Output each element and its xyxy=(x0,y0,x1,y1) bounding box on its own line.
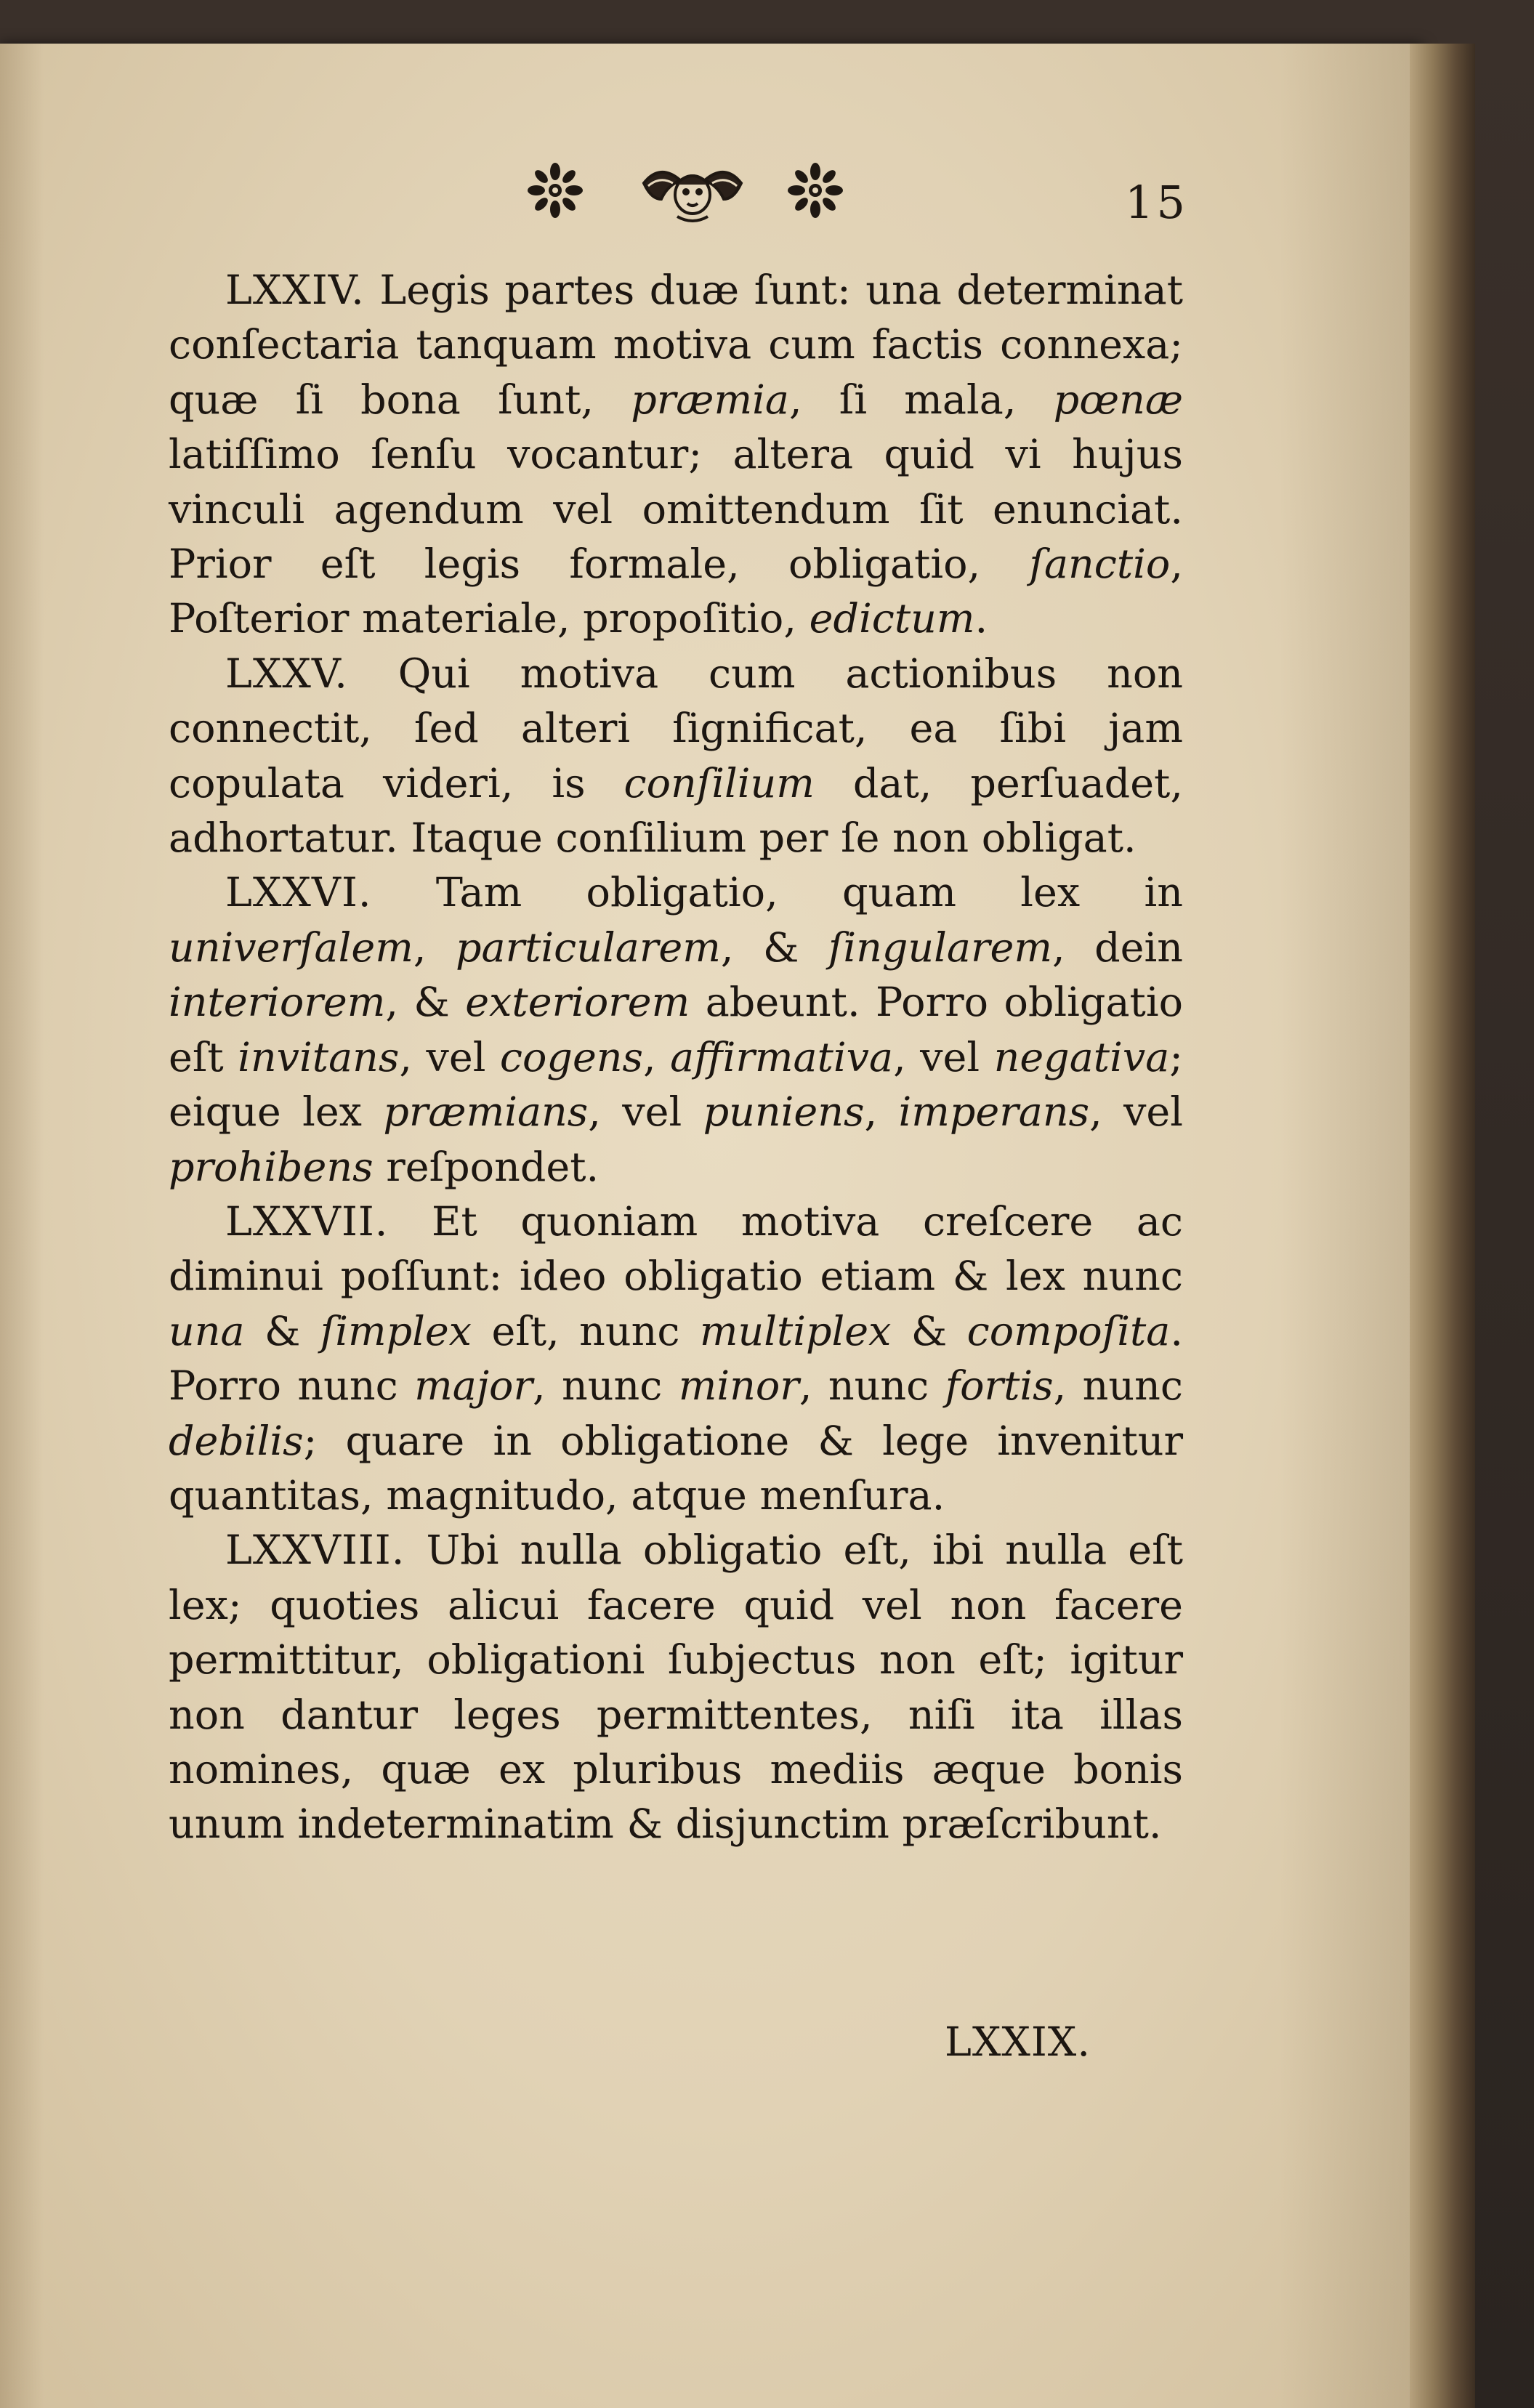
italic-term: cogens xyxy=(499,1033,644,1081)
text-run: , nunc xyxy=(1053,1362,1183,1410)
text-run: , Poſterior materiale, propoſitio, xyxy=(169,541,1183,643)
italic-term: debilis xyxy=(169,1417,304,1465)
page-gutter-shade xyxy=(1279,44,1424,2408)
text-run: reſpondet. xyxy=(373,1143,600,1191)
paragraph xyxy=(169,865,1183,1194)
italic-term: puniens xyxy=(703,1088,865,1136)
italic-term: invitans xyxy=(238,1033,400,1081)
italic-term: multiplex xyxy=(699,1307,892,1355)
text-run: , vel xyxy=(893,1033,994,1081)
text-run: , dein xyxy=(1052,924,1183,971)
asterisk-ornament-icon xyxy=(786,161,844,219)
italic-term: minor xyxy=(678,1362,799,1410)
text-run: , & xyxy=(385,979,466,1027)
paragraph xyxy=(169,263,1183,647)
text-run: Tam obligatio, quam lex in xyxy=(371,869,1183,917)
paragraph-number: LXXVI. xyxy=(225,869,372,917)
body-text xyxy=(169,263,1183,1852)
text-run: . xyxy=(974,595,988,643)
text-run: Legis partes duæ ſunt: una determinat conſectaria tanquam motiva cum factis connexa; quæ ſi bona ſunt, xyxy=(169,267,1183,424)
italic-term: ſimplex xyxy=(320,1307,472,1355)
paragraph-number: LXXVII. xyxy=(225,1197,389,1245)
page-left-edge xyxy=(0,44,44,2408)
cherub-head-ornament-icon xyxy=(638,161,747,227)
italic-term: præmians xyxy=(383,1088,589,1136)
paragraph-number: LXXV. xyxy=(225,650,348,698)
italic-term: ſanctio xyxy=(1029,541,1171,589)
italic-term: una xyxy=(169,1307,245,1355)
text-run: , nunc xyxy=(799,1362,945,1410)
paragraph xyxy=(169,1195,1183,1523)
text-run: , vel xyxy=(588,1088,703,1136)
text-run: Qui motiva cum actionibus non connectit, ſed alteri ſignificat, ea ſibi jam copulata videri, is xyxy=(169,650,1183,807)
italic-term: univerſalem xyxy=(169,924,413,971)
italic-term: pœnæ xyxy=(1053,376,1183,424)
text-run: ; quare in obligatione & lege invenitur quantitas, magnitudo, atque menſura. xyxy=(169,1417,1183,1519)
text-run: , vel xyxy=(399,1033,500,1081)
text-run: , nunc xyxy=(532,1362,679,1410)
paragraph xyxy=(169,1523,1183,1851)
book-fore-edge xyxy=(1410,44,1475,2408)
text-run: latiſſimo ſenſu vocantur; altera quid vi hujus vinculi agendum vel omittendum ſit enunciat. Prior eſt legis formale, obligatio, xyxy=(169,431,1183,589)
text-run: & xyxy=(244,1307,320,1355)
italic-term: conſilium xyxy=(623,759,815,807)
text-run: , xyxy=(864,1088,899,1136)
italic-term: major xyxy=(414,1362,533,1410)
page-header xyxy=(0,161,1424,241)
italic-term: compoſita xyxy=(966,1307,1171,1355)
asterisk-ornament-icon xyxy=(526,161,584,219)
text-run: & xyxy=(891,1307,967,1355)
text-run: abeunt. Porro obligatio eſt xyxy=(169,979,1184,1081)
italic-term: prohibens xyxy=(169,1143,374,1191)
italic-term: affirmativa xyxy=(670,1033,894,1081)
italic-term: imperans xyxy=(898,1088,1090,1136)
text-run: Ubi nulla obligatio eſt, ibi nulla eſt lex; quoties alicui facere quid vel non facere permittitur, obligationi ſubjectus non eſt; igitur non dantur leges permittentes, niſi ita illas nomines, quæ ex pluribus mediis æque bonis unum indeterminatim & disjunctim præſcribunt. xyxy=(169,1527,1183,1849)
italic-term: exteriorem xyxy=(465,979,690,1027)
paragraph-number: LXXVIII. xyxy=(225,1527,405,1575)
italic-term: interiorem xyxy=(169,979,386,1027)
text-run: . Porro nunc xyxy=(169,1307,1184,1410)
italic-term: particularem xyxy=(455,924,721,971)
text-run: ; eique lex xyxy=(169,1033,1183,1136)
text-run: dat, perſuadet, adhortatur. Itaque conſilium per ſe non obligat. xyxy=(169,759,1183,862)
text-run: , xyxy=(413,924,456,971)
italic-term: fortis xyxy=(945,1362,1054,1410)
text-run: , & xyxy=(720,924,828,971)
text-run: Et quoniam motiva creſcere ac diminui poſſunt: ideo obligatio etiam & lex nunc xyxy=(169,1197,1183,1301)
text-run: , ſi mala, xyxy=(788,376,1054,424)
catchword: LXXIX. xyxy=(945,2019,1091,2066)
italic-term: præmia xyxy=(631,376,789,424)
paragraph xyxy=(169,647,1183,866)
text-run: , xyxy=(643,1033,671,1081)
paragraph-number: LXXIV. xyxy=(225,267,365,314)
text-run: eſt, nunc xyxy=(472,1307,700,1355)
page-number: 15 xyxy=(1125,176,1188,229)
text-run: , vel xyxy=(1089,1088,1184,1136)
italic-term: negativa xyxy=(993,1033,1170,1081)
italic-term: edictum xyxy=(809,595,975,643)
italic-term: ſingularem xyxy=(828,924,1052,971)
